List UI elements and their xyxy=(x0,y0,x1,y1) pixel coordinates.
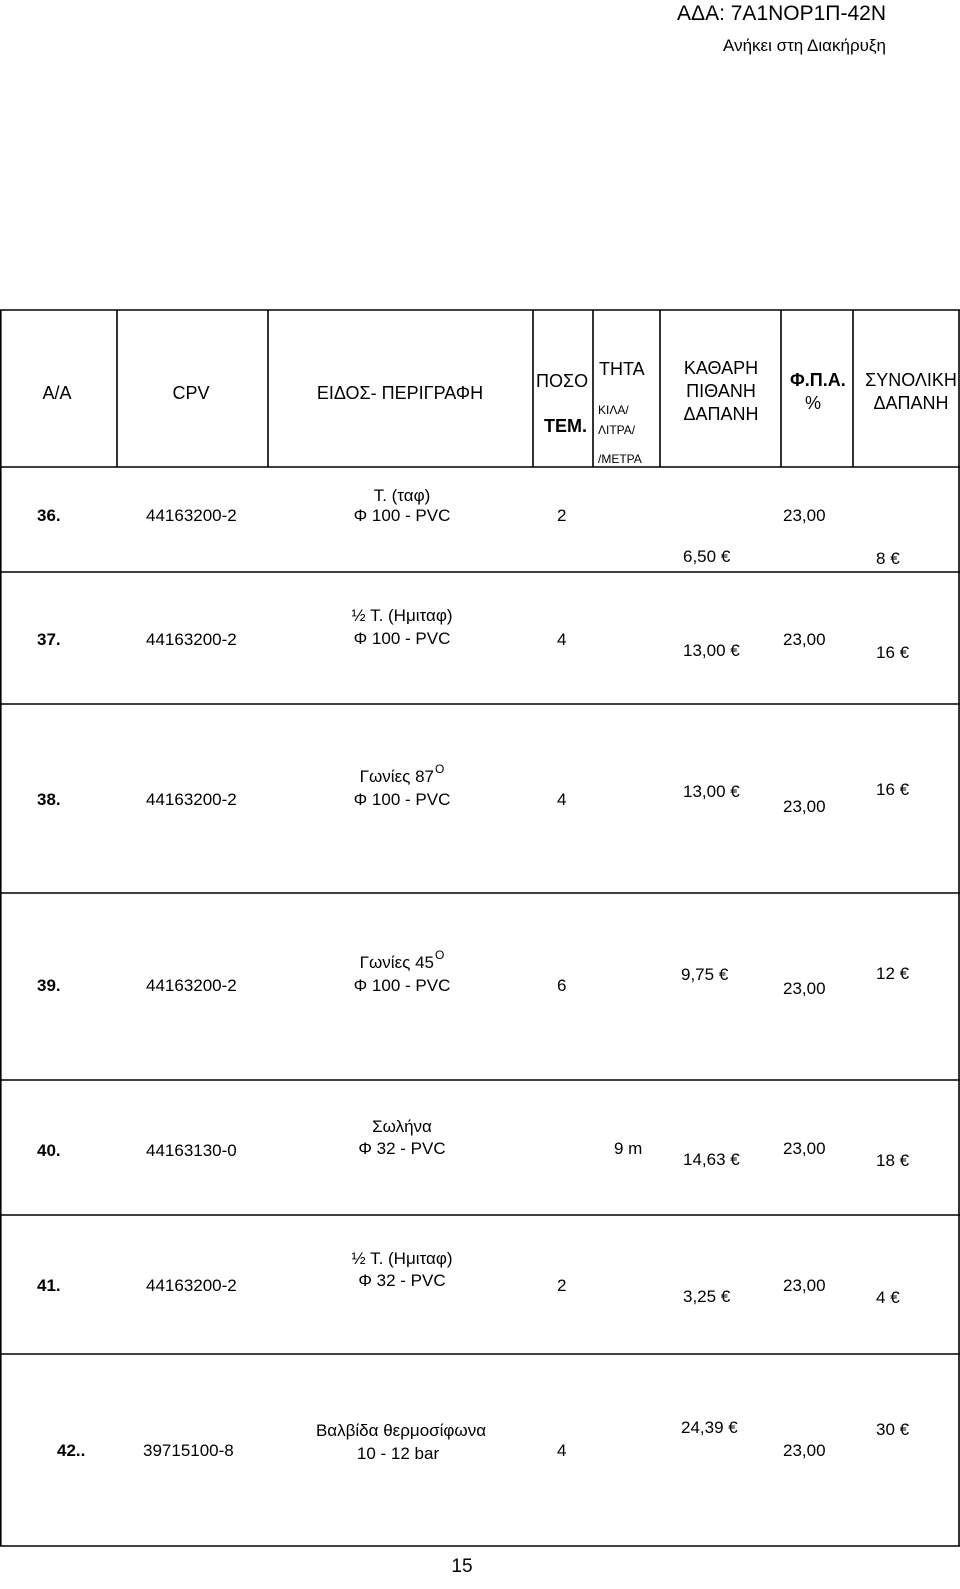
degree-superscript: O xyxy=(434,762,445,776)
degree-superscript: O xyxy=(434,948,445,962)
row-41-desc-line2: Φ 32 - PVC xyxy=(358,1271,446,1290)
row-38-aa: 38. xyxy=(37,790,61,809)
row-37-quantity: 4 xyxy=(557,630,567,649)
euro-symbol-icon: € xyxy=(899,1420,910,1439)
row-37-cpv: 44163200-2 xyxy=(146,630,237,649)
row-41-net: 3,25 € xyxy=(683,1287,731,1306)
row-41-aa: 41. xyxy=(37,1276,61,1295)
row-39-quantity: 6 xyxy=(557,976,567,995)
euro-symbol-icon: € xyxy=(720,547,731,566)
row-36-aa: 36. xyxy=(37,506,61,525)
row-40-aa: 40. xyxy=(37,1141,61,1160)
col-header-net-3: ΔΑΠΑΝΗ xyxy=(683,404,759,424)
row-39-desc-line1: Γωνίες $45^O$ xyxy=(359,948,445,972)
row-42-aa: 42.. xyxy=(57,1441,86,1460)
euro-symbol-icon: € xyxy=(899,1151,910,1170)
row-40-desc-line1: Σωλήνα xyxy=(372,1117,432,1136)
row-36-desc-line2: Φ 100 - PVC xyxy=(353,506,451,525)
row-41-desc-line1: ½ Τ. (Ημιταφ) xyxy=(351,1249,453,1268)
row-36-net: 6,50 € xyxy=(683,547,731,566)
row-37-net: 13,00 € xyxy=(683,641,740,660)
row-38-quantity: 4 xyxy=(557,790,567,809)
col-header-unit: ΤΗΤΑ xyxy=(599,359,645,379)
col-header-vat-percent: % xyxy=(805,393,822,413)
row-41-quantity: 2 xyxy=(557,1276,567,1295)
row-40-net: 14,63 € xyxy=(683,1150,740,1169)
row-42-cpv: 39715100-8 xyxy=(143,1441,234,1460)
row-42-net: 24,39 € xyxy=(681,1418,738,1437)
row-39-aa: 39. xyxy=(37,976,61,995)
row-36-quantity: 2 xyxy=(557,506,567,525)
row-40-vat: 23,00 xyxy=(783,1139,826,1158)
euro-symbol-icon: € xyxy=(730,641,740,660)
euro-symbol-icon: € xyxy=(728,1418,738,1437)
euro-symbol-icon: € xyxy=(730,782,740,801)
row-36-total: 8 € xyxy=(876,549,900,568)
row-41-cpv: 44163200-2 xyxy=(146,1276,237,1295)
row-39-cpv: 44163200-2 xyxy=(146,976,237,995)
row-39-vat: 23,00 xyxy=(783,979,826,998)
row-36-desc-line1: Τ. (ταφ) xyxy=(373,486,431,505)
row-36-cpv: 44163200-2 xyxy=(146,506,237,525)
col-header-unit-metra: /ΜΕΤΡΑ xyxy=(598,452,642,466)
row-42-total: 30 € xyxy=(876,1420,910,1439)
euro-symbol-icon: € xyxy=(730,1150,740,1169)
row-37-desc-line2: Φ 100 - PVC xyxy=(353,629,451,648)
col-header-total-2: ΔΑΠΑΝΗ xyxy=(873,393,949,413)
row-42-quantity: 4 xyxy=(557,1441,567,1460)
row-38-desc-line1: Γωνίες $87^O$ xyxy=(359,762,445,786)
col-header-vat: Φ.Π.Α. xyxy=(790,370,846,390)
col-header-quantity-unit: ΤΕΜ. xyxy=(544,416,587,436)
euro-symbol-icon: € xyxy=(720,1287,731,1306)
col-header-net-1: ΚΑΘΑΡΗ xyxy=(683,358,759,378)
row-41-total: 4 € xyxy=(876,1288,900,1307)
col-header-quantity: ΠΟΣΟ xyxy=(536,371,589,391)
row-37-vat: 23,00 xyxy=(783,630,826,649)
row-39-net: 9,75 € xyxy=(681,965,729,984)
col-header-total-1: ΣΥΝΟΛΙΚΗ xyxy=(865,370,957,390)
row-40-cpv: 44163130-0 xyxy=(146,1141,237,1160)
row-42-desc-line1: Βαλβίδα θερμοσίφωνα xyxy=(315,1421,487,1440)
row-39-total: 12 € xyxy=(876,964,910,983)
page-number: 15 xyxy=(451,1556,473,1577)
row-37-desc-line1: ½ Τ. (Ημιταφ) xyxy=(351,606,453,625)
row-39-desc-line2: Φ 100 - PVC xyxy=(353,976,451,995)
row-36-vat: 23,00 xyxy=(783,506,826,525)
row-38-net: 13,00 € xyxy=(683,782,740,801)
col-header-unit-litra: ΛΙΤΡΑ/ xyxy=(598,423,636,437)
document-reference: Ανήκει στη Διακήρυξη xyxy=(723,36,886,55)
col-header-description: ΕΙΔΟΣ- ΠΕΡΙΓΡΑΦΗ xyxy=(316,383,484,403)
euro-symbol-icon: € xyxy=(899,964,910,983)
euro-symbol-icon: € xyxy=(899,780,910,799)
row-37-aa: 37. xyxy=(37,630,61,649)
row-38-desc-line2: Φ 100 - PVC xyxy=(353,790,451,809)
col-header-cpv: CPV xyxy=(172,383,210,403)
row-41-vat: 23,00 xyxy=(783,1276,826,1295)
col-header-aa: Α/Α xyxy=(42,383,72,403)
row-38-total: 16 € xyxy=(876,780,910,799)
row-40-desc-line2: Φ 32 - PVC xyxy=(358,1139,446,1158)
row-37-total: 16 € xyxy=(876,643,910,662)
col-header-net-2: ΠΙΘΑΝΗ xyxy=(686,381,756,401)
row-42-desc-line2: 10 - 12 bar xyxy=(356,1444,440,1463)
row-38-vat: 23,00 xyxy=(783,797,826,816)
row-42-vat: 23,00 xyxy=(783,1441,826,1460)
row-40-total: 18 € xyxy=(876,1151,910,1170)
row-40-unit: 9 m xyxy=(614,1139,643,1158)
euro-symbol-icon: € xyxy=(899,643,910,662)
row-38-cpv: 44163200-2 xyxy=(146,790,237,809)
euro-symbol-icon: € xyxy=(890,549,900,568)
col-header-unit-kila: ΚΙΛΑ/ xyxy=(598,403,629,417)
euro-symbol-icon: € xyxy=(890,1288,900,1307)
euro-symbol-icon: € xyxy=(718,965,729,984)
ada-code: ΑΔΑ: 7Α1ΝΟΡ1Π-42Ν xyxy=(677,2,886,25)
